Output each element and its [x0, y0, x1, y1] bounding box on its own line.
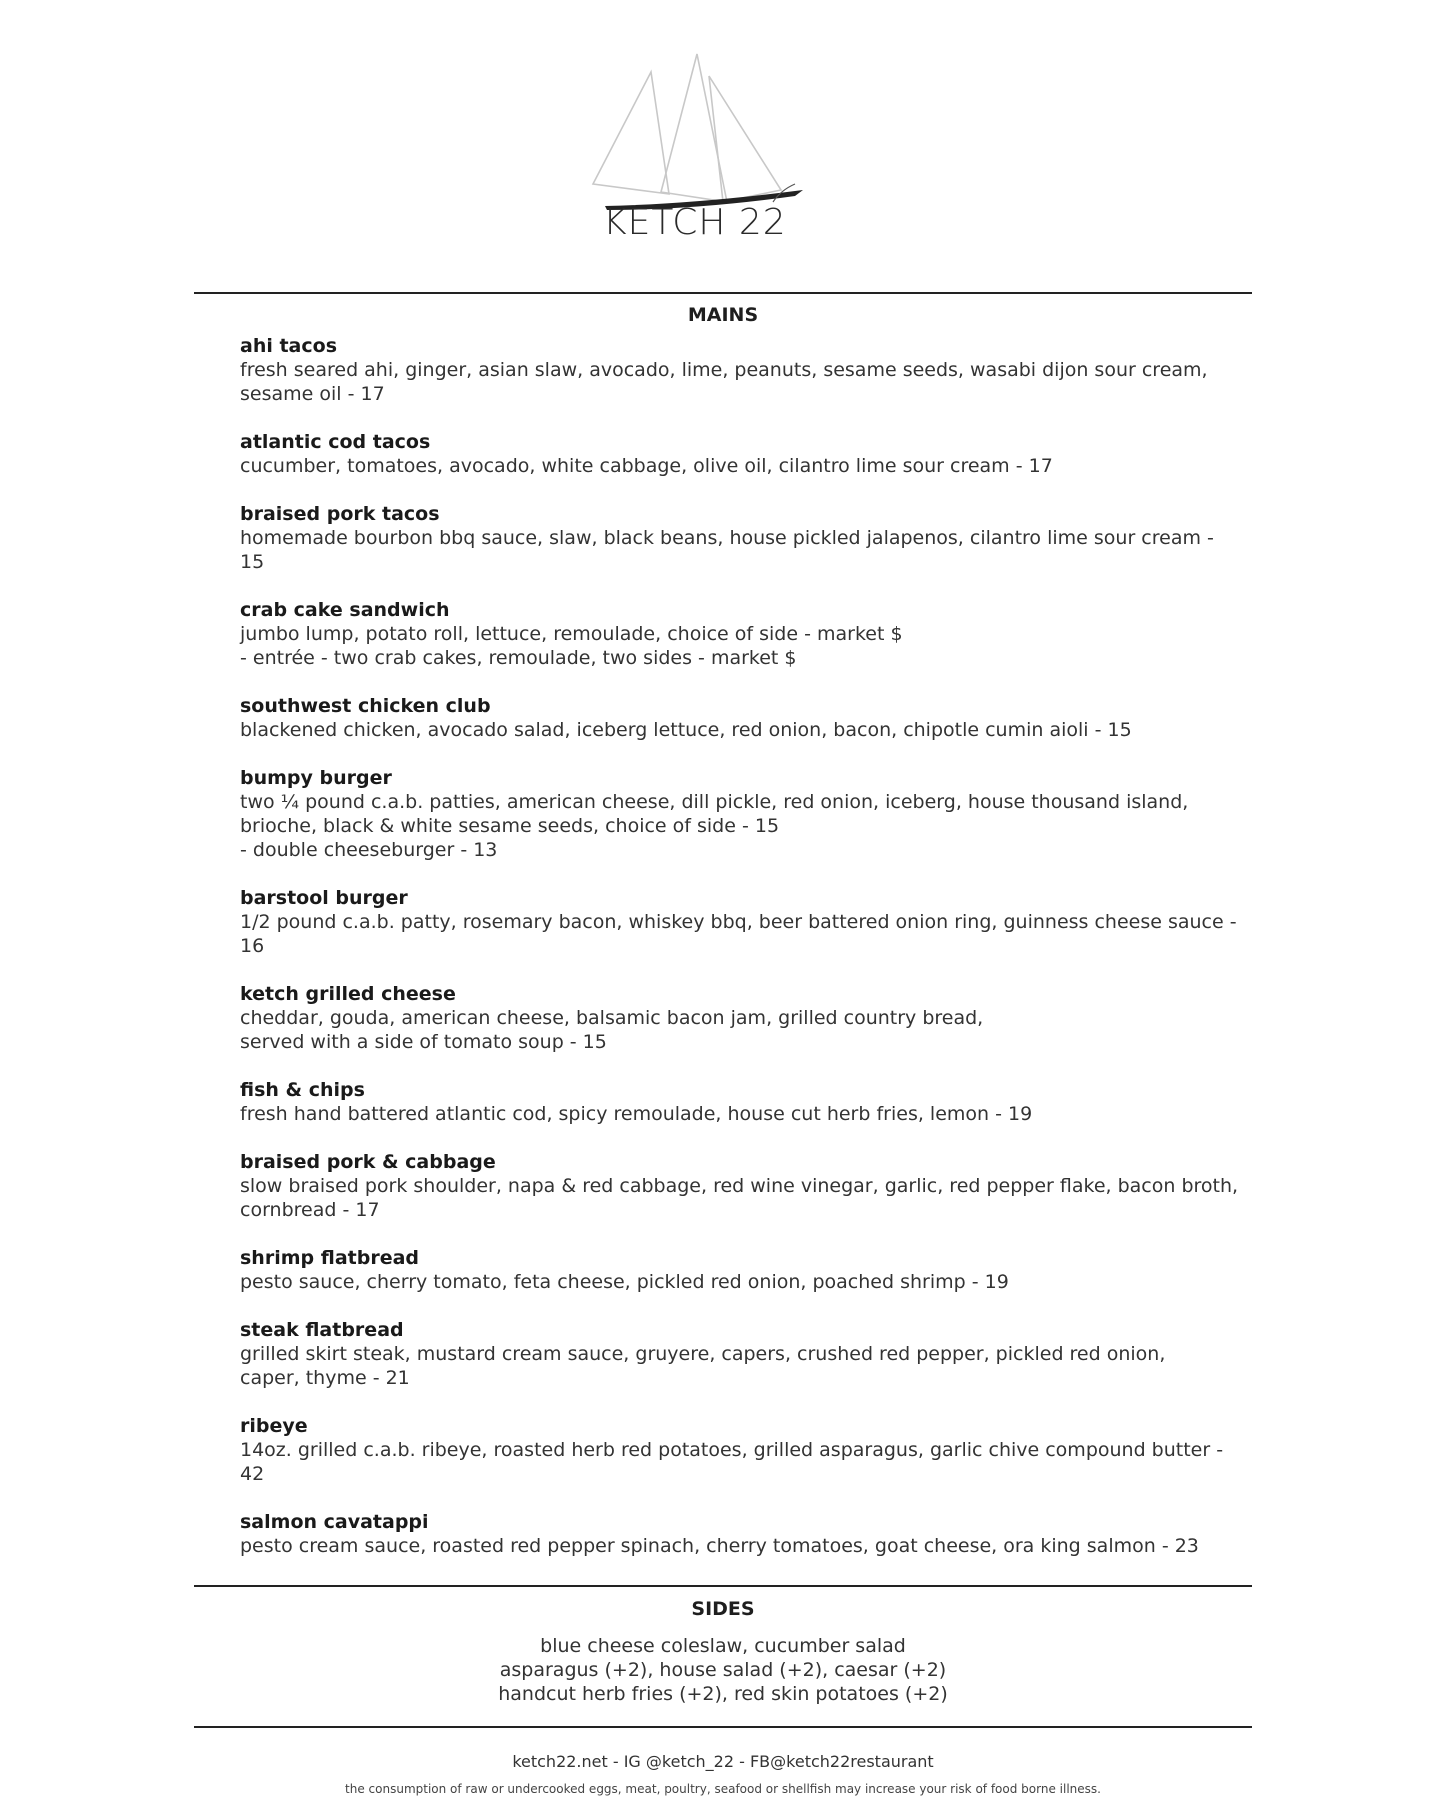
menu-item — [240, 502, 1240, 574]
sides-line: blue cheese coleslaw, cucumber salad — [540, 1635, 906, 1657]
menu-item-description: 1/2 pound c.a.b. patty, rosemary bacon, whiskey bbq, beer battered onion ring, guinness cheese sauce - 16 — [240, 911, 1237, 957]
menu-item — [240, 1246, 1240, 1294]
menu-item-name: barstool burger — [240, 887, 408, 909]
mains-list — [240, 334, 1240, 1582]
menu-item-description: two ¼ pound c.a.b. patties, american cheese, dill pickle, red onion, iceberg, house thousand island, brioche, black & white sesame seeds, choice of side - 15 - double cheeseburger - 13 — [240, 791, 1189, 861]
menu-item — [240, 1414, 1240, 1486]
menu-item-name: ahi tacos — [240, 335, 338, 357]
menu-item-description: fresh seared ahi, ginger, asian slaw, avocado, lime, peanuts, sesame seeds, wasabi dijon sour cream, sesame oil - 17 — [240, 359, 1208, 405]
contact-line: ketch22.net - IG @ketch_22 - FB@ketch22restaurant — [512, 1752, 934, 1771]
menu-item-description: blackened chicken, avocado salad, iceberg lettuce, red onion, bacon, chipotle cumin aioli - 15 — [240, 719, 1132, 741]
menu-item-description: jumbo lump, potato roll, lettuce, remoulade, choice of side - market $ - entrée - two crab cakes, remoulade, two sides - market $ — [240, 623, 903, 669]
menu-item — [240, 1318, 1240, 1390]
disclaimer: the consumption of raw or undercooked eggs, meat, poultry, seafood or shellfish may increase your risk of food borne illness. — [345, 1782, 1101, 1796]
sides-title: SIDES — [691, 1598, 755, 1620]
menu-item-name: ribeye — [240, 1415, 308, 1437]
menu-item-description: cheddar, gouda, american cheese, balsamic bacon jam, grilled country bread, served with a side of tomato soup - 15 — [240, 1007, 984, 1053]
sides-line: handcut herb fries (+2), red skin potatoes (+2) — [498, 1683, 948, 1705]
menu-item — [240, 1150, 1240, 1222]
menu-item — [240, 334, 1240, 406]
logo — [585, 52, 805, 242]
menu-item — [240, 1510, 1240, 1558]
menu-item-name: shrimp flatbread — [240, 1247, 419, 1269]
menu-item-description: pesto sauce, cherry tomato, feta cheese, pickled red onion, poached shrimp - 19 — [240, 1271, 1009, 1293]
footer-rule — [194, 1726, 1252, 1728]
menu-item — [240, 886, 1240, 958]
menu-item-description: pesto cream sauce, roasted red pepper spinach, cherry tomatoes, goat cheese, ora king salmon - 23 — [240, 1535, 1199, 1557]
menu-item-description: cucumber, tomatoes, avocado, white cabbage, olive oil, cilantro lime sour cream - 17 — [240, 455, 1053, 477]
menu-item-name: fish & chips — [240, 1079, 365, 1101]
menu-item — [240, 1078, 1240, 1126]
menu-item-description: slow braised pork shoulder, napa & red cabbage, red wine vinegar, garlic, red pepper flake, bacon broth, cornbread - 17 — [240, 1175, 1239, 1221]
sides-list — [194, 1634, 1252, 1706]
sides-line: asparagus (+2), house salad (+2), caesar (+2) — [499, 1659, 947, 1681]
menu-item — [240, 430, 1240, 478]
menu-item — [240, 982, 1240, 1054]
menu-item-name: steak flatbread — [240, 1319, 404, 1341]
menu-item-name: ketch grilled cheese — [240, 983, 456, 1005]
menu-item — [240, 766, 1240, 862]
menu-item-description: homemade bourbon bbq sauce, slaw, black beans, house pickled jalapenos, cilantro lime sour cream - 15 — [240, 527, 1214, 573]
mains-title: MAINS — [687, 304, 759, 326]
menu-item-name: bumpy burger — [240, 767, 392, 789]
menu-item-description: grilled skirt steak, mustard cream sauce, gruyere, capers, crushed red pepper, pickled red onion, caper, thyme - 21 — [240, 1343, 1166, 1389]
logo-text: KETCH 22 — [603, 202, 787, 243]
menu-item — [240, 694, 1240, 742]
menu-item-name: braised pork tacos — [240, 503, 440, 525]
mains-top-rule — [194, 292, 1252, 294]
menu-item-description: fresh hand battered atlantic cod, spicy remoulade, house cut herb fries, lemon - 19 — [240, 1103, 1033, 1125]
menu-item-name: southwest chicken club — [240, 695, 491, 717]
menu-item-name: crab cake sandwich — [240, 599, 450, 621]
menu-item-name: salmon cavatappi — [240, 1511, 429, 1533]
menu-item — [240, 598, 1240, 670]
menu-item-description: 14oz. grilled c.a.b. ribeye, roasted herb red potatoes, grilled asparagus, garlic chive compound butter - 42 — [240, 1439, 1224, 1485]
menu-item-name: braised pork & cabbage — [240, 1151, 496, 1173]
sides-top-rule — [194, 1585, 1252, 1587]
menu-item-name: atlantic cod tacos — [240, 431, 431, 453]
